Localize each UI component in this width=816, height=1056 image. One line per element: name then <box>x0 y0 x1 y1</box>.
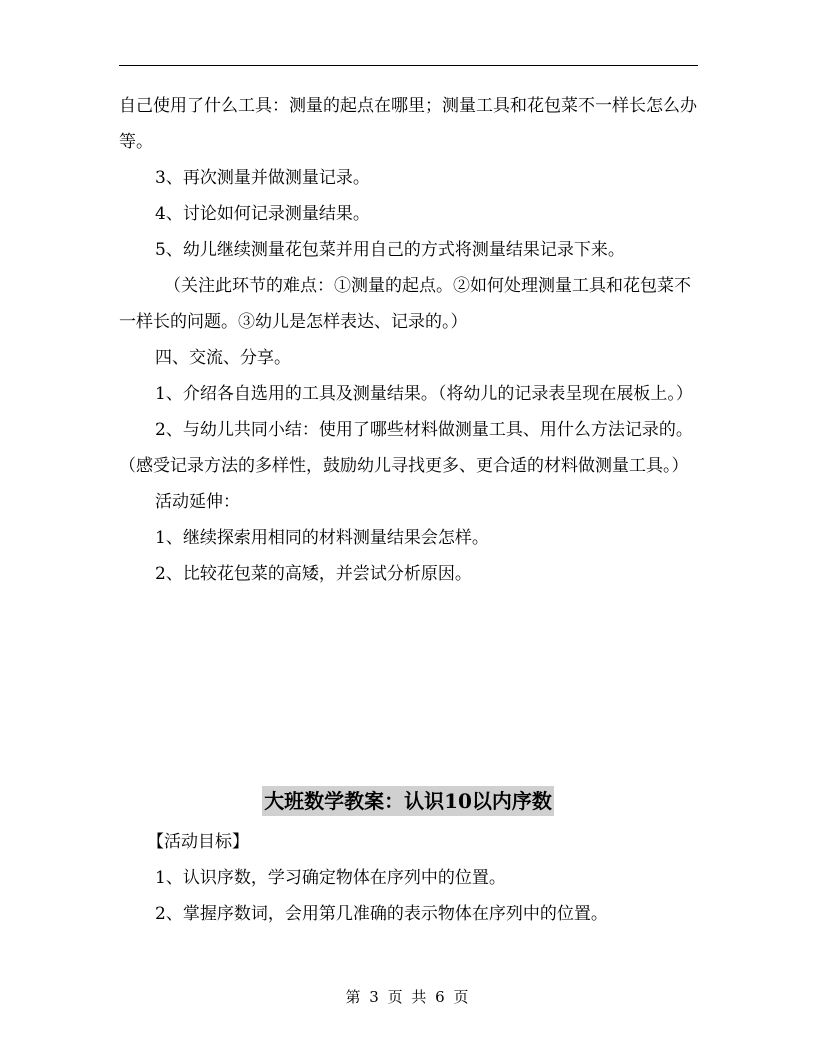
paragraph: 3、再次测量并做测量记录。 <box>155 168 370 188</box>
header-rule <box>119 65 698 66</box>
paragraph: 自己使用了什么工具：测量的起点在哪里；测量工具和花包菜不一样长怎么办等。 <box>119 96 697 152</box>
body-text <box>119 88 699 592</box>
paragraph: 2、掌握序数词，会用第几准确的表示物体在序列中的位置。 <box>155 904 608 924</box>
paragraph: 四、交流、分享。 <box>155 348 291 368</box>
paragraph: 【活动目标】 <box>147 832 249 852</box>
section-title: 大班数学教案：认识10以内序数 <box>262 786 554 816</box>
paragraph: 1、继续探索用相同的材料测量结果会怎样。 <box>155 528 489 548</box>
paragraph: 1、认识序数，学习确定物体在序列中的位置。 <box>155 868 506 888</box>
paragraph: （关注此环节的难点：①测量的起点。②如何处理测量工具和花包菜不一样长的问题。③幼儿是怎样表达、记录的。） <box>119 276 691 332</box>
paragraph: 活动延伸： <box>155 492 240 512</box>
paragraph: 2、比较花包菜的高矮，并尝试分析原因。 <box>155 564 472 584</box>
paragraph: 2、与幼儿共同小结：使用了哪些材料做测量工具、用什么方法记录的。（感受记录方法的多样性，鼓励幼儿寻找更多、更合适的材料做测量工具。） <box>119 420 693 476</box>
body-text-2 <box>119 824 699 932</box>
paragraph: 4、讨论如何记录测量结果。 <box>155 204 370 224</box>
section-title-wrap <box>0 786 816 816</box>
paragraph: 1、介绍各自选用的工具及测量结果。（将幼儿的记录表呈现在展板上。） <box>155 384 693 404</box>
paragraph: 5、幼儿继续测量花包菜并用自己的方式将测量结果记录下来。 <box>155 240 625 260</box>
page-footer: 第 3 页 共 6 页 <box>345 988 471 1006</box>
